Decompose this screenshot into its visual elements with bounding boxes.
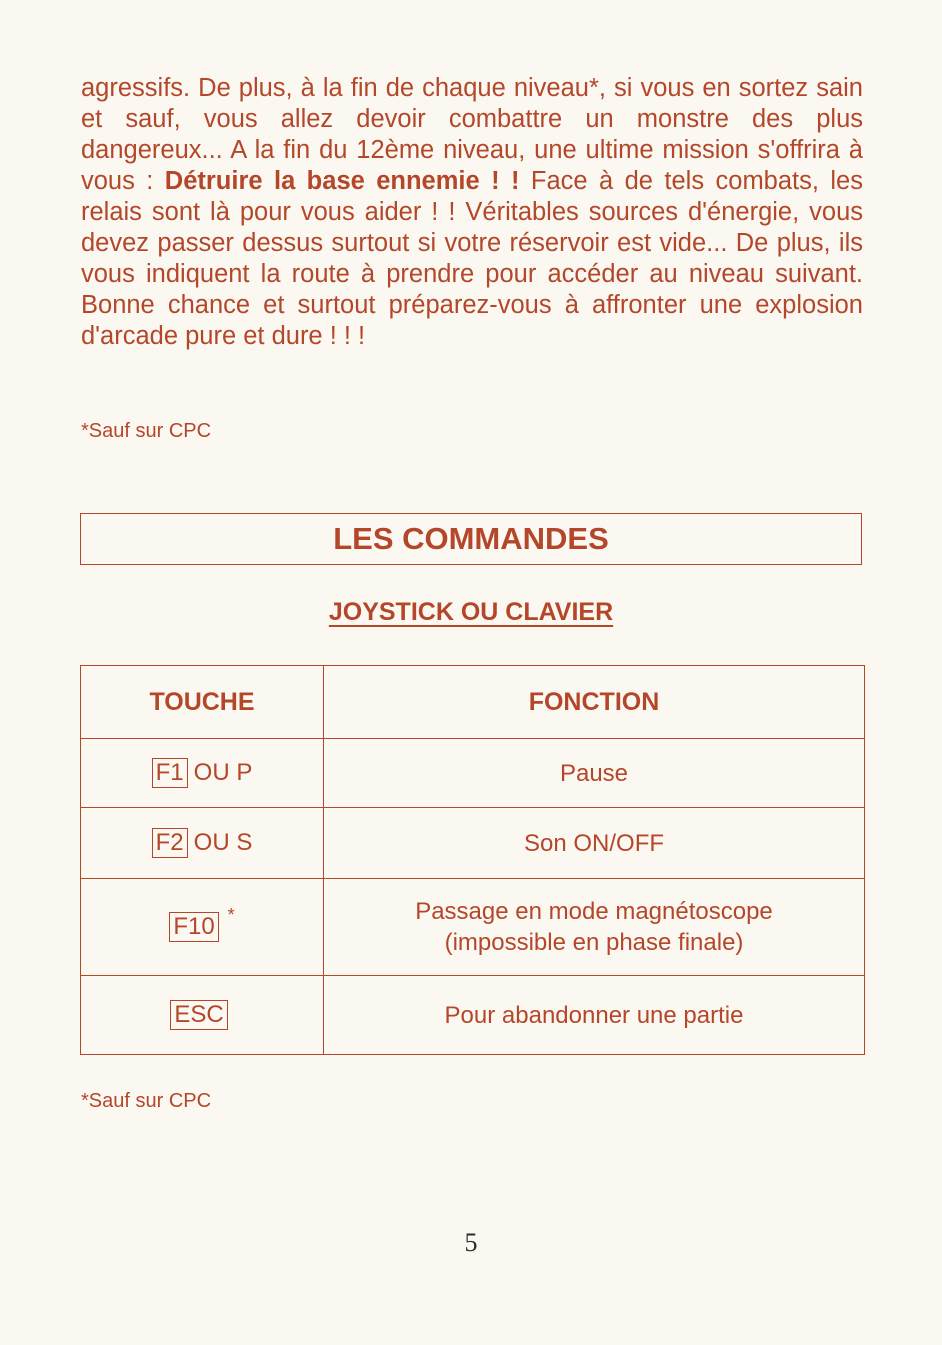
function-cell	[324, 879, 865, 976]
key-cap: F10	[169, 912, 218, 942]
footnote-star: *	[227, 904, 235, 925]
key-suffix: OU S	[193, 829, 253, 856]
table-row	[81, 879, 865, 976]
function-text: Passage en mode magnétoscope (impossible en phase finale)	[415, 898, 773, 956]
key-suffix: OU P	[193, 759, 253, 786]
table-row	[81, 739, 865, 808]
page-number: 5	[464, 1228, 478, 1257]
key-cell	[81, 739, 324, 808]
key-cap: F1	[152, 758, 188, 788]
function-cell: Son ON/OFF	[324, 808, 865, 879]
table-row	[81, 808, 865, 879]
table-header-row	[81, 666, 865, 739]
footnote-bottom: *Sauf sur CPC	[81, 1090, 212, 1112]
table-row	[81, 976, 865, 1055]
intro-text-before: agressifs. De plus, à la fin de chaque niveau*, si vous en sortez sain et sauf, vous allez devoir combattre un monstre des plus dangereux... A la fin du 12ème niveau, une ultime mission s'offrira à vous :	[81, 74, 863, 195]
intro-emphasis: Détruire la base ennemie ! !	[164, 167, 520, 195]
section-title: LES COMMANDES	[80, 513, 862, 565]
function-cell: Pour abandonner une partie	[324, 976, 865, 1055]
key-cell	[81, 879, 324, 976]
key-cell	[81, 808, 324, 879]
footnote-top: *Sauf sur CPC	[81, 420, 212, 442]
key-cap: F2	[152, 828, 188, 858]
commands-table	[80, 665, 865, 1055]
subtitle: JOYSTICK OU CLAVIER	[328, 598, 614, 626]
key-cap: ESC	[170, 1000, 227, 1030]
header-touche: TOUCHE	[81, 666, 324, 739]
function-cell: Pause	[324, 739, 865, 808]
intro-paragraph	[81, 73, 863, 352]
header-fonction: FONCTION	[324, 666, 865, 739]
key-cell	[81, 976, 324, 1055]
intro-text-after: Face à de tels combats, les relais sont là pour vous aider ! ! Véritables sources d'énergie, vous devez passer dessus surtout si votre réservoir est vide... De plus, ils vous indiquent la route à prendre pour accéder au niveau suivant. Bonne chance et surtout préparez-vous à affronter une explosion d'arcade pure et dure ! ! !	[81, 167, 863, 350]
